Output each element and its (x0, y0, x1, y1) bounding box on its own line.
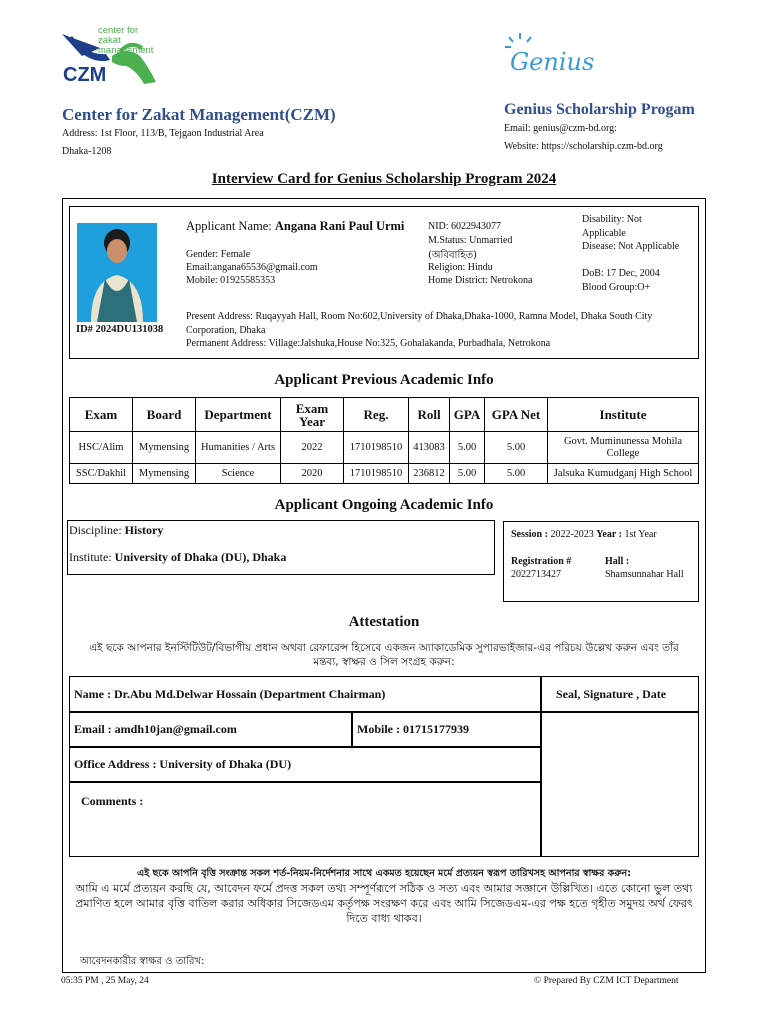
applicant-marital: M.Status: Unmarried (428, 235, 513, 246)
attestation-divider-name (69, 711, 699, 713)
applicant-permanent-address: Permanent Address: Village:Jalshuka,House No:325, Gohalakanda, Purbadhala, Netrokona (186, 338, 551, 349)
applicant-name-line (186, 220, 411, 233)
ongoing-session (511, 529, 657, 540)
table-cell: 5.00 (450, 464, 485, 484)
ongoing-heading: Applicant Ongoing Academic Info (274, 497, 494, 513)
applicant-dob: DoB: 17 Dec, 2004 (582, 268, 660, 279)
attestation-heading: Attestation (348, 614, 420, 630)
applicant-photo (77, 223, 157, 322)
seal-signature-date: Seal, Signature , Date (556, 687, 667, 701)
table-row (70, 464, 699, 484)
applicant-disease: Disease: Not Applicable (582, 241, 680, 252)
applicant-present-address: Present Address: Ruqayyah Hall, Room No:602,University of Dhaka,Dhaka-1000, Ramna Model, Dhaka South City Corporation, Dhaka (186, 311, 653, 336)
declaration-heading: এই ছকে আপনি বৃত্তি সংক্রান্ত সকল শর্ত-নিয়ম-নির্দেশনার সাথে একমত হয়েছেন মর্মে প্রত্যয়ন স্বরূপ তারিখসহ আপনার স্বাক্ষর করুন: (136, 868, 632, 879)
year-value: 1st Year (624, 529, 657, 540)
applicant-nid: NID: 6022943077 (428, 221, 502, 232)
attestation-divider-mobile (351, 711, 353, 747)
declaration-body: আমি এ মর্মে প্রত্যয়ন করছি যে, আবেদন ফর্মে প্রদত্ত সকল তথ্য সম্পূর্ণরূপে সঠিক ও সত্য এবং আমার সজ্ঞানে উল্লিখিত। এতে কোনো ভুল তথ্য প্রমাণিত হলে আমার বৃত্তি বাতিল করার অধিকার সিজেডএম কর্তৃপক্ষ সংরক্ষণ করে এবং আমি সিজেডএম-এর পক্ষ হতে গৃহীত সমুদয় অর্থ ফেরৎ দিতে বাধ্য থাকব। (75, 882, 693, 925)
applicant-name-label: Applicant Name: (186, 219, 275, 233)
applicant-gender: Gender: Female (186, 249, 251, 260)
attestation-divider-office (69, 781, 541, 783)
footer-timestamp: 05:35 PM , 25 May, 24 (61, 976, 149, 986)
table-cell: 2022 (281, 432, 344, 464)
org-name: Center for Zakat Management(CZM) (62, 105, 336, 124)
year-label: Year : (596, 529, 625, 540)
hall-label: Hall : (605, 556, 630, 567)
applicant-name: Angana Rani Paul Urmi (274, 219, 405, 233)
attestor-name: Name : Dr.Abu Md.Delwar Hossain (Department Chairman) (74, 687, 386, 701)
czm-tagline: center for zakat management (98, 25, 154, 56)
table-cell: 236812 (409, 464, 450, 484)
applicant-marital-bn: (অবিবাহিত) (428, 250, 477, 261)
attestor-email: Email : amdh10jan@gmail.com (74, 722, 237, 736)
table-cell: 5.00 (485, 464, 548, 484)
table-header: GPA (450, 398, 485, 432)
hall-value: Shamsunnahar Hall (605, 569, 684, 580)
attestation-divider-email (69, 746, 541, 748)
table-cell: 5.00 (485, 432, 548, 464)
discipline-value: History (124, 523, 164, 537)
table-cell: 1710198510 (344, 464, 409, 484)
attestor-office: Office Address : University of Dhaka (DU) (74, 757, 292, 771)
program-website: Website: https://scholarship.czm-bd.org (504, 141, 663, 152)
table-header: Exam Year (281, 398, 344, 432)
attestation-instruction: এই ছকে আপনার ইনস্টিটিউট/বিভাগীয় প্রধান অথবা রেফারেন্স হিসেবে একজন অ্যাকাডেমিক সুপারভাইজার-এর পরিচয় উল্লেখ করুন এবং তাঁর মন্তব্য, স্বাক্ষর ও সিল সংগ্রহ করুন: (89, 642, 679, 668)
previous-heading: Applicant Previous Academic Info (274, 372, 494, 388)
table-row (70, 432, 699, 464)
person-photo-icon (77, 223, 157, 322)
table-cell: Mymensing (133, 432, 196, 464)
table-cell: SSC/Dakhil (70, 464, 133, 484)
genius-logo-text: Genius (510, 48, 595, 76)
table-cell: Jalsuka Kumudganj High School (548, 464, 699, 484)
czm-logo-text: CZM (63, 64, 107, 86)
table-cell: HSC/Alim (70, 432, 133, 464)
table-cell: 5.00 (450, 432, 485, 464)
table-header: Exam (70, 398, 133, 432)
applicant-disability: Disability: Not Applicable (582, 214, 642, 239)
applicant-religion: Religion: Hindu (428, 262, 493, 273)
applicant-id: ID# 2024DU131038 (76, 324, 164, 335)
applicant-district: Home District: Netrokona (428, 275, 533, 286)
institute-value: University of Dhaka (DU), Dhaka (114, 550, 287, 564)
applicant-mobile: Mobile: 01925585353 (186, 275, 276, 286)
org-address-line1: Address: 1st Floor, 113/B, Tejgaon Industrial Area (62, 128, 264, 139)
table-cell: 2020 (281, 464, 344, 484)
table-cell: Science (196, 464, 281, 484)
table-header-row (70, 398, 699, 432)
institute-label: Institute: (69, 550, 115, 564)
program-email: Email: genius@czm-bd.org: (504, 123, 617, 134)
registration-value: 2022713427 (511, 569, 561, 580)
applicant-blood: Blood Group:O+ (582, 282, 651, 293)
table-cell: Govt. Muminunessa Mohila College (548, 432, 699, 464)
registration-label: Registration # (511, 556, 572, 567)
attestation-divider-vertical (540, 676, 542, 857)
attestor-mobile: Mobile : 01715177939 (357, 722, 469, 736)
org-address-line2: Dhaka-1208 (62, 146, 112, 157)
discipline-label: Discipline: (69, 523, 125, 537)
table-cell: Mymensing (133, 464, 196, 484)
table-cell: Humanities / Arts (196, 432, 281, 464)
ongoing-institute (69, 550, 286, 565)
ongoing-discipline (69, 523, 163, 538)
session-value: 2022-2023 (550, 529, 594, 540)
table-header: Institute (548, 398, 699, 432)
table-header: GPA Net (485, 398, 548, 432)
applicant-signature-label: আবেদনকারীর স্বাক্ষর ও তারিখ: (80, 956, 205, 967)
table-header: Reg. (344, 398, 409, 432)
program-name: Genius Scholarship Progam (504, 101, 695, 118)
card-title: Interview Card for Genius Scholarship Program 2024 (211, 171, 557, 187)
previous-academic-table (69, 397, 699, 484)
footer-prepared: © Prepared By CZM ICT Department (534, 976, 679, 986)
applicant-email: Email:angana65536@gmail.com (186, 262, 318, 273)
table-header: Roll (409, 398, 450, 432)
table-cell: 413083 (409, 432, 450, 464)
table-header: Department (196, 398, 281, 432)
attestor-comments: Comments : (81, 794, 144, 808)
session-label: Session : (511, 529, 551, 540)
table-cell: 1710198510 (344, 432, 409, 464)
table-header: Board (133, 398, 196, 432)
